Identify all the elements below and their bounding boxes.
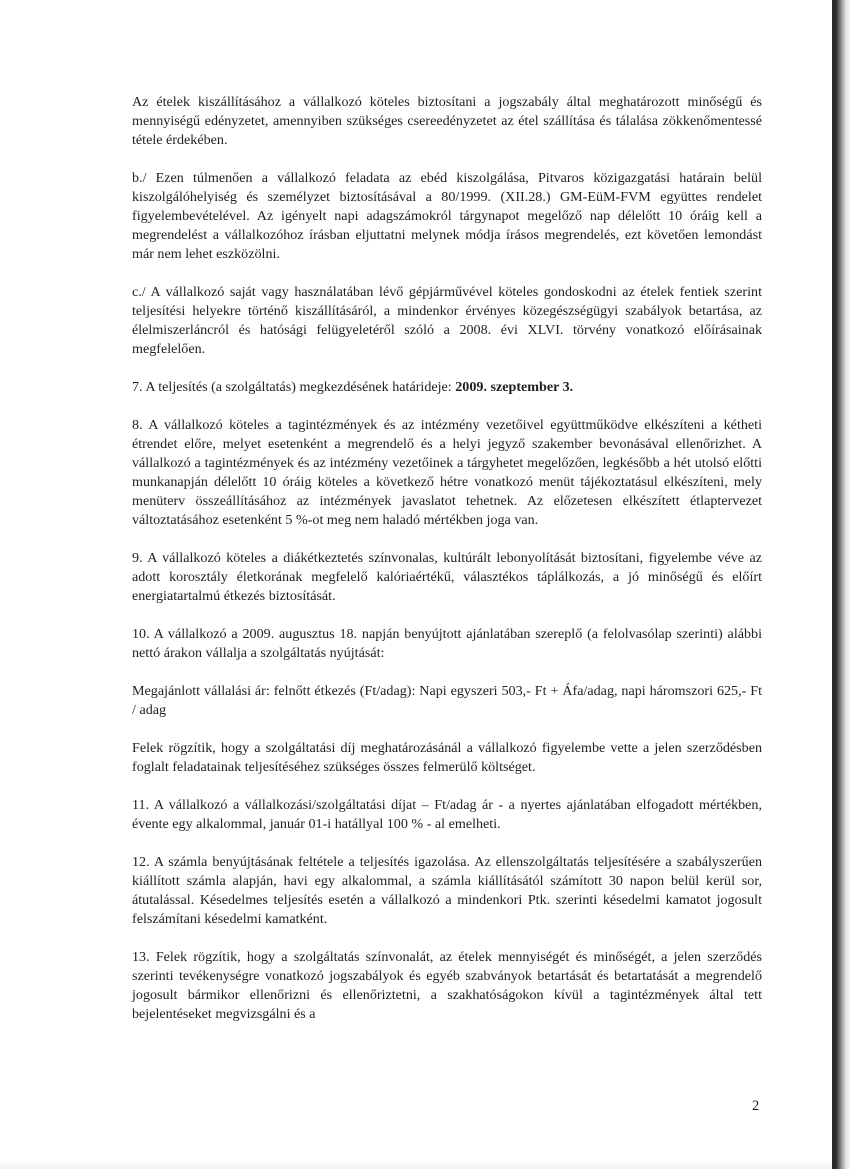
- paragraph-13: 13. Felek rögzítik, hogy a szolgáltatás színvonalát, az ételek mennyiségét és minőségét, a jelen szerződés szerinti tevékenységre vonatkozó jogszabályok és egyéb szabványok betartását és betartatását a megrendelő jogosult bármikor ellenőrizni és ellenőriztetni, a szakhatóságokon kívül a tagintézmények által tett bejelentéseket megvizsgálni és a: [132, 949, 762, 1022]
- paragraph-9: 9. A vállalkozó köteles a diákétkeztetés színvonalas, kultúrált lebonyolítását biztosítani, figyelembe véve az adott korosztály életkorának megfelelő kalóriaértékű, választékos táplálkozás, a jó minőségű és előírt energiatartalmú étkezés biztosítását.: [132, 550, 762, 604]
- paragraph-12: 12. A számla benyújtásának feltétele a teljesítés igazolása. Az ellenszolgáltatás teljesítésére a szabályszerűen kiállított számla alapján, havi egy alkalommal, a számla kiállításától számított 30 napon belül kerül sor, átutalással. Késedelmes teljesítés esetén a vállalkozó a mindenkori Ptk. szerinti késedelmi kamatot jogosult felszámítani késedelmi kamatként.: [132, 854, 762, 927]
- paragraph-b: b./ Ezen túlmenően a vállalkozó feladata az ebéd kiszolgálása, Pitvaros közigazgatási határain belül kiszolgálóhelyiség és személyzet biztosításával a 80/1999. (XII.28.) GM-EüM-FVM együttes rendelet figyelembevételével. Az igényelt napi adagszámokról tárgynapot megelőző nap délelőtt 10 óráig kell a megrendelést a vállalkozóhoz írásban eljuttatni melynek módja írásos megrendelés, ezt követően lemondást már nem lehet eszközölni.: [132, 170, 762, 262]
- scan-edge: [832, 0, 850, 1169]
- paragraph-7: [132, 378, 762, 397]
- start-deadline-date: 2009. szeptember 3.: [455, 379, 574, 395]
- scan-bottom-shade: [0, 1160, 832, 1169]
- paragraph-8: 8. A vállalkozó köteles a tagintézmények és az intézmény vezetőivel együttműködve elkészíteni a kétheti étrendet előre, melyet esetenként a megrendelő és a helyi jegyző szakember bevonásával ellenőrizhet. A vállalkozó a tagintézmények és az intézmény vezetőinek a tárgyhetet megelőzően, legkésőbb a hét utolsó előtti munkanapján délelőtt 10 óráig köteles a következő hétre vonatkozó menüt tájékoztatásul elkészíteni, mely menüterv összeállításához az intézmények javaslatot tehetnek. Az előzetesen elkészített étlaptervezet változtatásához esetenként 5 %-ot meg nem haladó mértékben joga van.: [132, 417, 762, 528]
- paragraph-11: 11. A vállalkozó a vállalkozási/szolgáltatási díjat – Ft/adag ár - a nyertes ajánlatában elfogadott mértékben, évente egy alkalommal, január 01-i hatállyal 100 % - al emelheti.: [132, 797, 762, 832]
- page-number: 2: [752, 1098, 760, 1114]
- paragraph-felek: Felek rögzítik, hogy a szolgáltatási díj meghatározásánál a vállalkozó figyelembe vette a jelen szerződésben foglalt feladatainak teljesítéséhez szükséges összes felmerülő költséget.: [132, 740, 762, 775]
- paragraph-intro: Az ételek kiszállításához a vállalkozó köteles biztosítani a jogszabály által meghatározott minőségű és mennyiségű edényzetet, amennyiben szükséges csereedényzetet az étel szállítása és tálalása zökkenőmentessé tétele érdekében.: [132, 94, 762, 148]
- paragraph-c: c./ A vállalkozó saját vagy használatában lévő gépjárművével köteles gondoskodni az ételek fentiek szerint teljesítési helyekre történő kiszállításáról, a mindenkor érvényes közegészségügyi szabályok betartása, az élelmiszerláncról és hatósági felügyeletéről szóló a 2008. évi XLVI. törvény vonatkozó előírásainak megfelelően.: [132, 284, 762, 357]
- paragraph-offer-price: Megajánlott vállalási ár: felnőtt étkezés (Ft/adag): Napi egyszeri 503,- Ft + Áfa/adag, napi háromszori 625,- Ft / adag: [132, 683, 762, 718]
- paragraph-10: 10. A vállalkozó a 2009. augusztus 18. napján benyújtott ajánlatában szereplő (a felolvasólap szerinti) alábbi nettó árakon vállalja a szolgáltatás nyújtását:: [132, 626, 762, 661]
- paragraph-7-text: 7. A teljesítés (a szolgáltatás) megkezdésének határideje:: [132, 379, 456, 395]
- document-body: [132, 93, 762, 1043]
